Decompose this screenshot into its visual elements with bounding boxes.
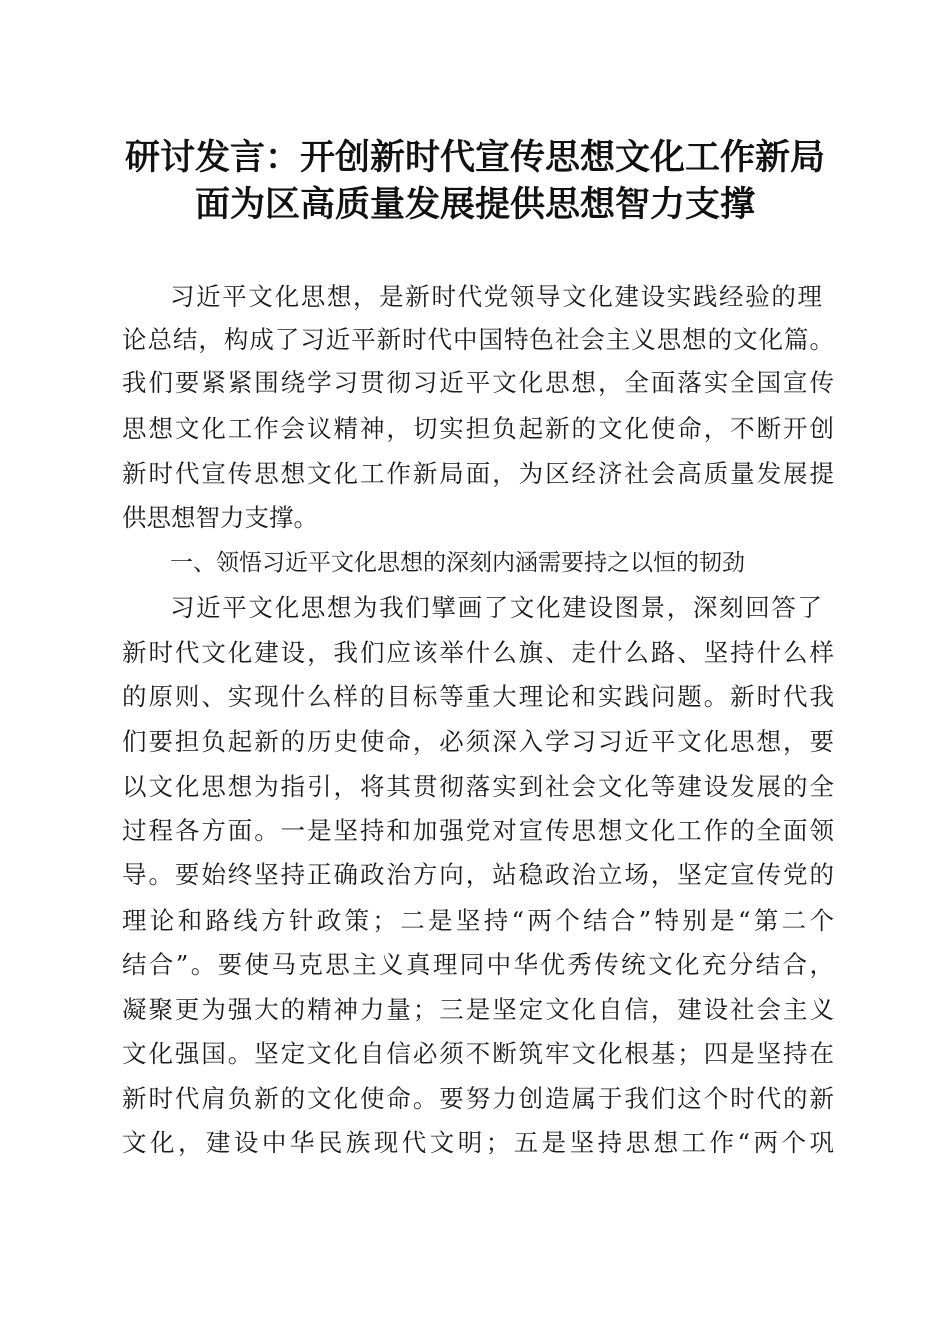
paragraph-line: 的原则、实现什么样的目标等重大理论和实践问题。新时代我 <box>122 682 834 711</box>
paragraph-line: 们要担负起新的历史使命，必须深入学习习近平文化思想，要 <box>122 727 834 756</box>
paragraph-line: 新时代肩负新的文化使命。要努力创造属于我们这个时代的新 <box>122 1084 834 1113</box>
paragraph-line: 新时代宣传思想文化工作新局面，为区经济社会高质量发展提 <box>122 459 834 488</box>
paragraph-line: 供思想智力支撑。 <box>122 503 318 532</box>
paragraph-line: 习近平文化思想，是新时代党领导文化建设实践经验的理 <box>170 282 822 311</box>
paragraph-line: 文化强国。坚定文化自信必须不断筑牢文化根基；四是坚持在 <box>122 1039 834 1068</box>
document-title-line-1: 研讨发言：开创新时代宣传思想文化工作新局 <box>124 137 825 178</box>
section-heading: 一、领悟习近平文化思想的深刻内涵需要持之以恒的韧劲 <box>170 550 745 576</box>
paragraph-line: 过程各方面。一是坚持和加强党对宣传思想文化工作的全面领 <box>122 816 834 845</box>
paragraph-line: 以文化思想为指引，将其贯彻落实到社会文化等建设发展的全 <box>122 772 834 801</box>
paragraph-line: 理论和路线方针政策；二是坚持“两个结合”特别是“第二个 <box>122 906 834 935</box>
paragraph-line: 凝聚更为强大的精神力量；三是坚定文化自信，建设社会主义 <box>122 995 834 1024</box>
paragraph-line: 我们要紧紧围绕学习贯彻习近平文化思想，全面落实全国宣传 <box>122 368 834 397</box>
paragraph-line: 新时代文化建设，我们应该举什么旗、走什么路、坚持什么样 <box>122 638 834 667</box>
paragraph-line: 论总结，构成了习近平新时代中国特色社会主义思想的文化篇。 <box>122 325 834 354</box>
paragraph-line: 结合”。要使马克思主义真理同中华优秀传统文化充分结合， <box>122 950 834 979</box>
document-title-line-2: 面为区高质量发展提供思想智力支撑 <box>194 184 755 225</box>
paragraph-line: 思想文化工作会议精神，切实担负起新的文化使命，不断开创 <box>122 414 834 443</box>
paragraph-line: 文化，建设中华民族现代文明；五是坚持思想工作“两个巩 <box>122 1128 834 1157</box>
paragraph-line: 导。要始终坚持正确政治方向，站稳政治立场，坚定宣传党的 <box>122 860 834 889</box>
paragraph-line: 习近平文化思想为我们擘画了文化建设图景，深刻回答了 <box>170 593 822 622</box>
